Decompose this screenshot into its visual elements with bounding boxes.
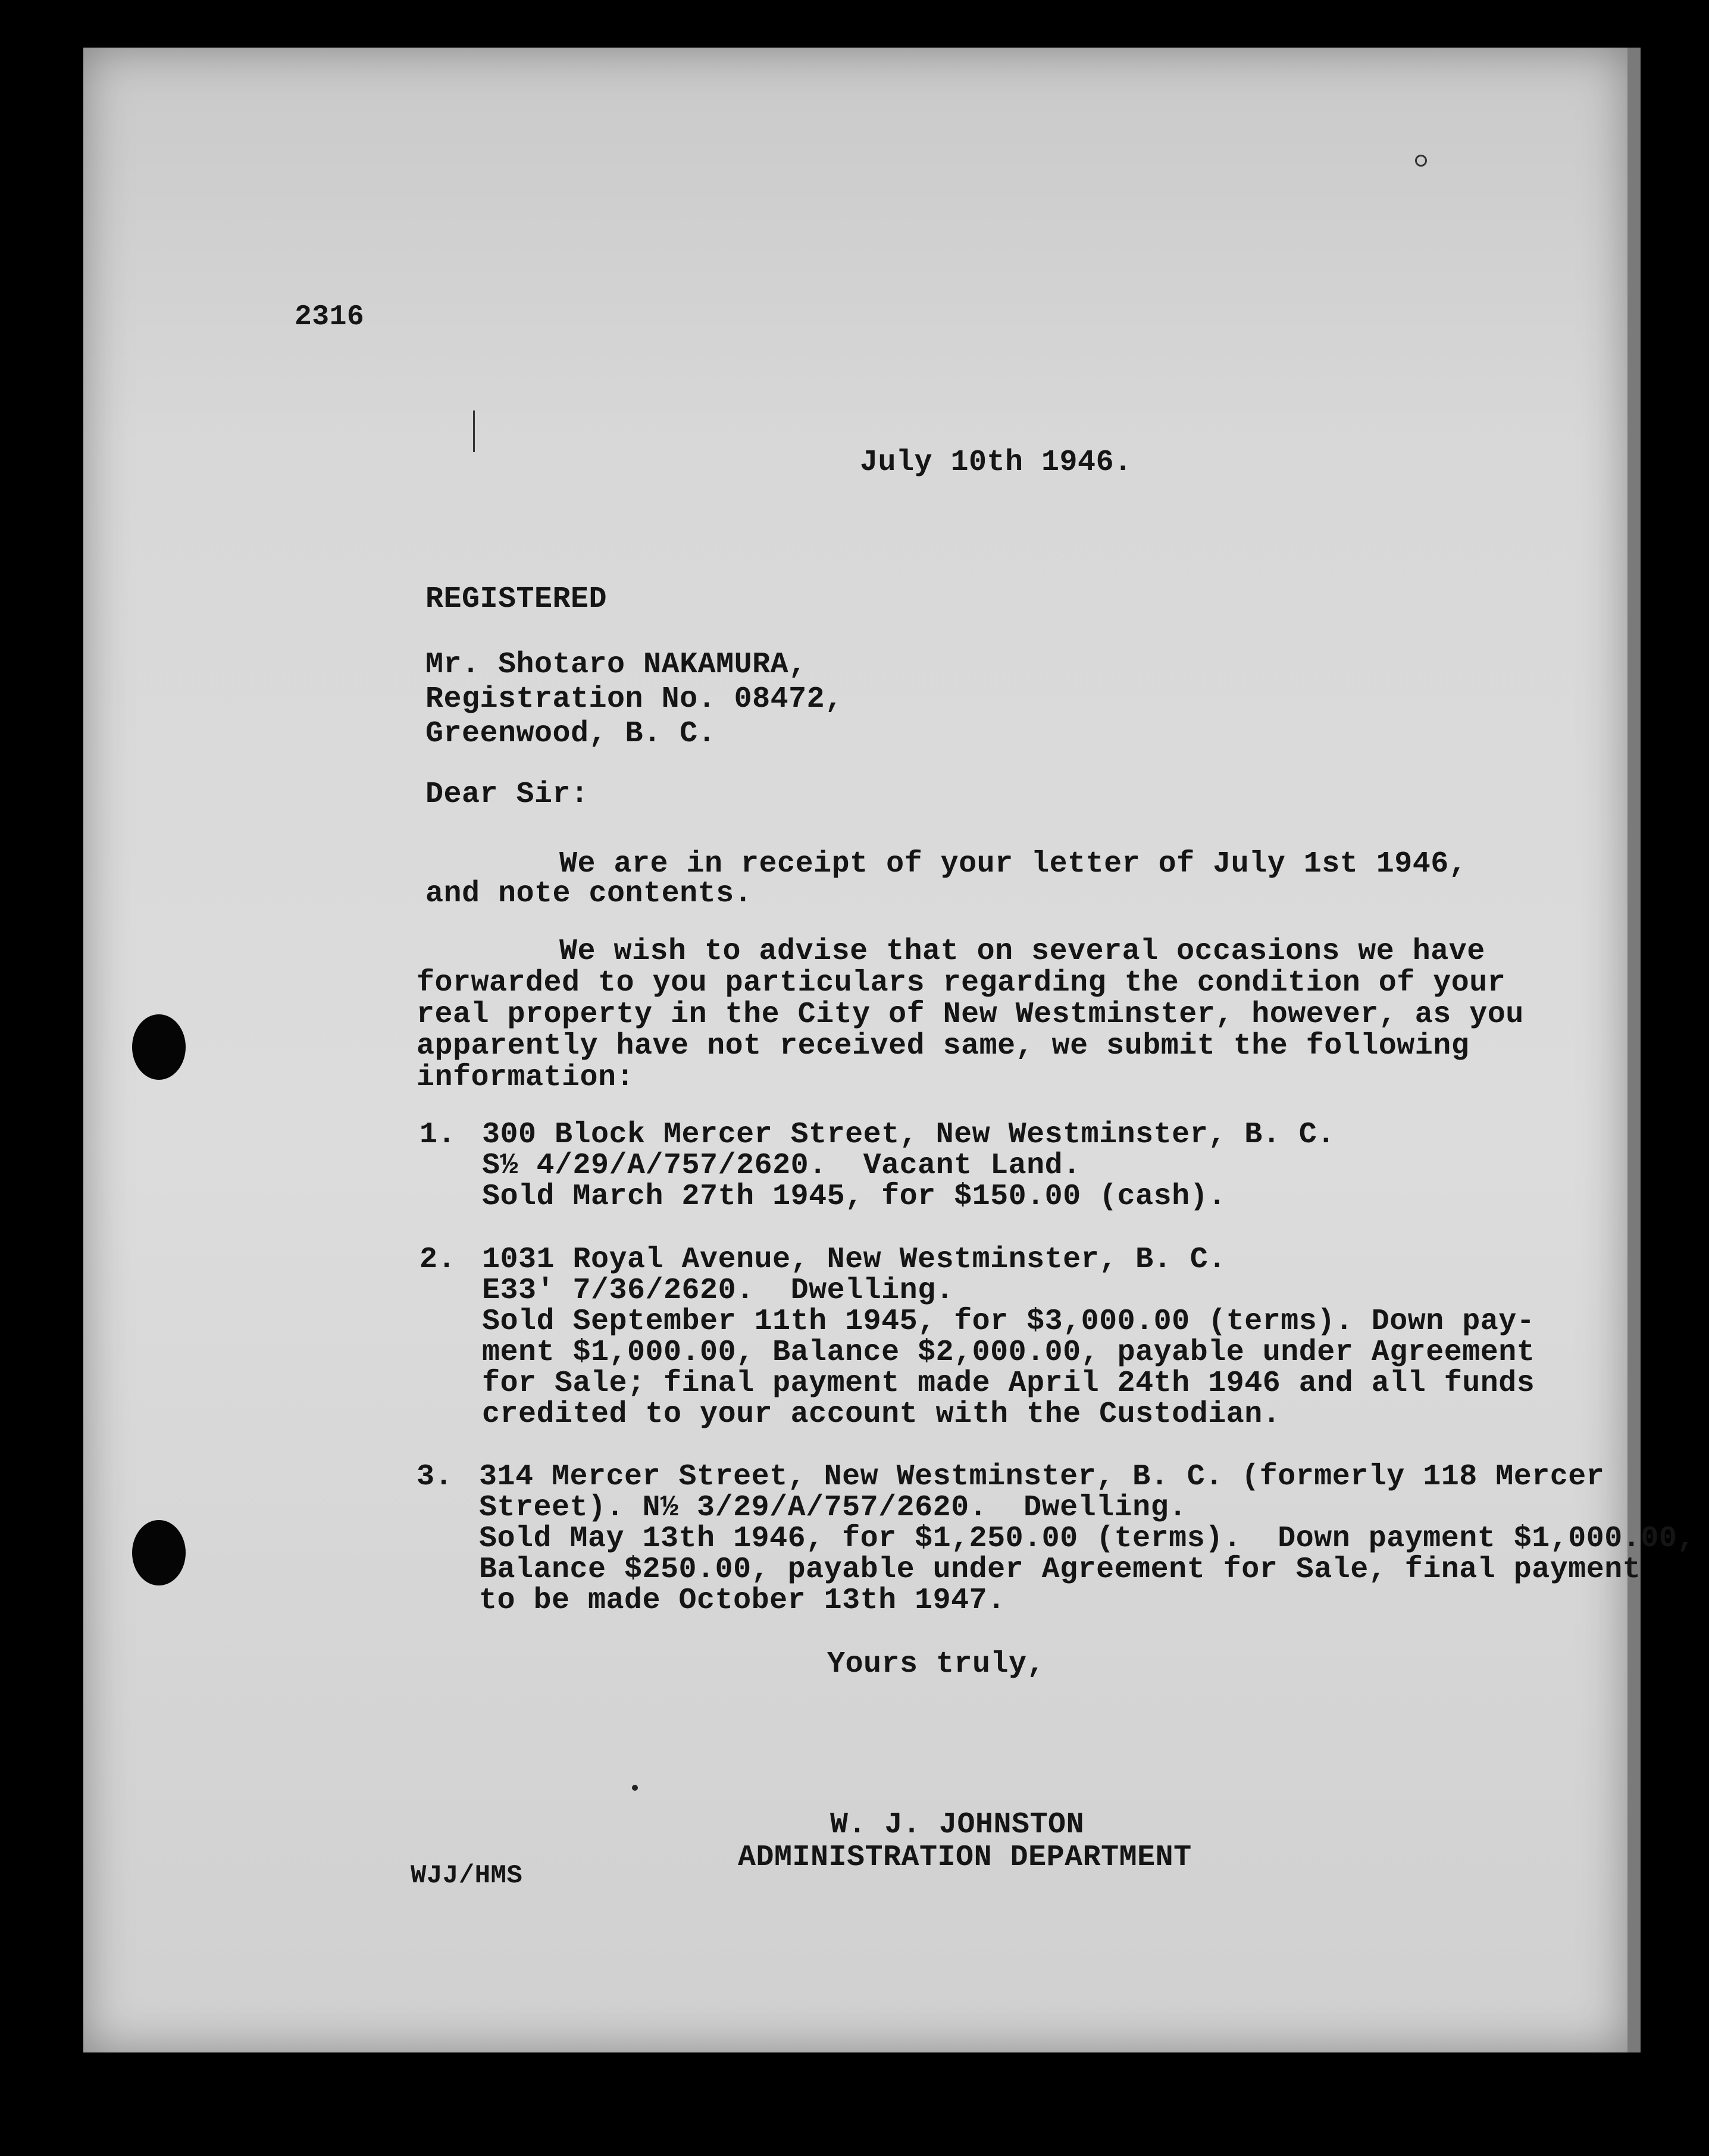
item-line: 1031 Royal Avenue, New Westminster, B. C. bbox=[482, 1243, 1226, 1277]
paragraph-line: We are in receipt of your letter of July 1st 1946, bbox=[559, 847, 1467, 881]
item-line: 300 Block Mercer Street, New Westminster, B. C. bbox=[482, 1118, 1335, 1152]
item-line: S½ 4/29/A/757/2620. Vacant Land. bbox=[482, 1149, 1081, 1183]
item-number: 3. bbox=[417, 1460, 453, 1494]
salutation: Dear Sir: bbox=[425, 778, 589, 811]
item-line: credited to your account with the Custodian. bbox=[482, 1397, 1281, 1431]
paragraph-line: forwarded to you particulars regarding the condition of your bbox=[417, 966, 1506, 1000]
item-line: 314 Mercer Street, New Westminster, B. C. (formerly 118 Mercer bbox=[479, 1460, 1605, 1494]
paragraph-line: apparently have not received same, we submit the following bbox=[417, 1029, 1470, 1063]
item-line: for Sale; final payment made April 24th 1946 and all funds bbox=[482, 1367, 1535, 1400]
paragraph-line: information: bbox=[417, 1061, 635, 1095]
recipient-name: Mr. Shotaro NAKAMURA, bbox=[425, 648, 807, 682]
speck-mark bbox=[1415, 155, 1427, 167]
item-line: Sold September 11th 1945, for $3,000.00 (terms). Down pay- bbox=[482, 1305, 1535, 1339]
item-number: 2. bbox=[420, 1243, 456, 1277]
item-line: Street). N½ 3/29/A/757/2620. Dwelling. bbox=[479, 1491, 1187, 1525]
punch-hole-top bbox=[132, 1014, 186, 1080]
page-number: 2316 bbox=[295, 301, 365, 333]
item-line: Sold March 27th 1945, for $150.00 (cash). bbox=[482, 1180, 1226, 1214]
closing: Yours truly, bbox=[827, 1647, 1046, 1681]
paper-edge bbox=[1627, 48, 1641, 2052]
speck-mark bbox=[632, 1785, 638, 1791]
signatory-name: W. J. JOHNSTON bbox=[830, 1808, 1085, 1842]
item-line: Balance $250.00, payable under Agreement for Sale, final payment bbox=[479, 1553, 1641, 1587]
recipient-location: Greenwood, B. C. bbox=[425, 717, 716, 751]
item-line: ment $1,000.00, Balance $2,000.00, payable under Agreement bbox=[482, 1336, 1535, 1370]
paragraph-line: real property in the City of New Westminster, however, as you bbox=[417, 998, 1524, 1032]
typist-initials: WJJ/HMS bbox=[411, 1861, 523, 1891]
paragraph-line: We wish to advise that on several occasions we have bbox=[559, 935, 1485, 969]
paragraph-line: and note contents. bbox=[425, 877, 753, 911]
item-line: E33' 7/36/2620. Dwelling. bbox=[482, 1274, 954, 1308]
item-line: Sold May 13th 1946, for $1,250.00 (terms). Down payment $1,000.00, bbox=[479, 1522, 1695, 1556]
recipient-registration: Registration No. 08472, bbox=[425, 682, 843, 716]
letter-date: July 10th 1946. bbox=[860, 446, 1132, 480]
signatory-department: ADMINISTRATION DEPARTMENT bbox=[738, 1841, 1192, 1875]
crease-mark bbox=[473, 410, 475, 452]
item-line: to be made October 13th 1947. bbox=[479, 1584, 1006, 1618]
registered-notation: REGISTERED bbox=[425, 582, 608, 616]
punch-hole-bottom bbox=[132, 1520, 186, 1585]
item-number: 1. bbox=[420, 1118, 456, 1152]
